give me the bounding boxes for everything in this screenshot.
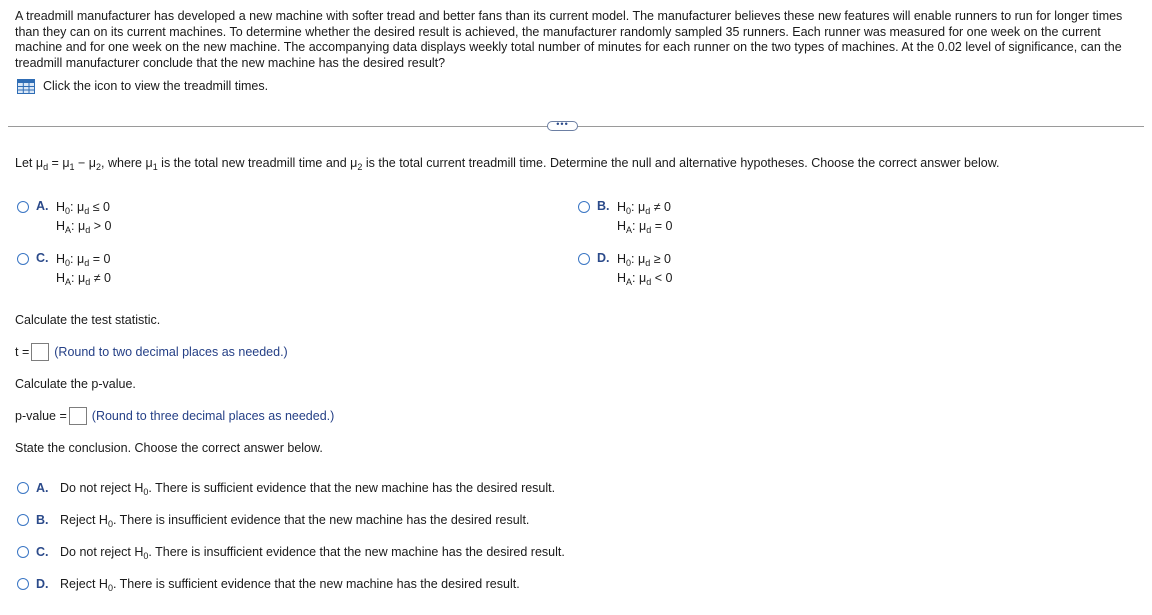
conclusion-option-b[interactable] (17, 513, 529, 527)
conclusion-option-d[interactable] (17, 577, 520, 591)
alt-hypothesis: $H_A$: $\mu_d = 0$ (617, 218, 673, 235)
hypothesis-pair (617, 198, 672, 235)
radio-button[interactable] (17, 546, 29, 558)
alt-hypothesis: $H_A$: $\mu_d > 0$ (56, 218, 112, 235)
option-letter: C. (36, 545, 49, 559)
t-rounding-hint: (Round to two decimal places as needed.) (54, 345, 288, 359)
option-text: Reject $H_0$. There is sufficient evidence that the new machine has the desired result. (60, 577, 520, 593)
p-value-prompt: Calculate the p-value. (15, 377, 136, 391)
radio-button[interactable] (17, 201, 29, 213)
option-text: Do not reject $H_0$. There is insufficient evidence that the new machine has the desired result. (60, 545, 565, 561)
table-icon[interactable] (17, 79, 35, 94)
data-table-link[interactable] (17, 78, 268, 94)
option-letter: A. (36, 199, 49, 213)
hypothesis-pair (617, 250, 672, 287)
hypothesis-option-c[interactable] (17, 251, 111, 287)
null-hypothesis: $H_0$: $\mu_d \le 0$ (56, 200, 110, 216)
p-value-rounding-hint: (Round to three decimal places as needed.) (91, 409, 335, 423)
alt-hypothesis: $H_A$: $\mu_d < 0$ (617, 270, 673, 287)
option-letter: B. (597, 199, 610, 213)
radio-button[interactable] (578, 201, 590, 213)
problem-statement: A treadmill manufacturer has developed a new machine with softer tread and better fans than its current model. The manufacturer believes these new features will enable runners to run for longer times than they can on its current machines. To determine whether the desired result is achieved, the manufacturer randomly sampled 35 runners. Each runner was measured for one week on the current machine and for one week on the new machine. The accompanying data displays weekly total number of minutes for each runner on the two types of machines. At the 0.02 level of significance, can the treadmill manufacturer conclude that the new machine has the desired result? (15, 9, 1123, 70)
hypothesis-option-d[interactable] (578, 251, 672, 287)
null-hypothesis: $H_0$: $\mu_d \ne 0$ (617, 200, 671, 216)
radio-button[interactable] (17, 482, 29, 494)
option-letter: D. (597, 251, 610, 265)
radio-button[interactable] (17, 253, 29, 265)
t-answer-input[interactable] (31, 343, 49, 361)
hypothesis-question: Let $\mu_d = \mu_1 - \mu_2$, where $\mu_1$ is the total new treadmill time and $\mu_2$ is the total current treadmill time. Determine the null and alternative hypotheses. Choose the correct answer below. (15, 156, 1000, 172)
null-hypothesis: $H_0$: $\mu_d \ge 0$ (617, 252, 671, 268)
conclusion-option-c[interactable] (17, 545, 565, 559)
p-value-row (15, 407, 334, 425)
radio-button[interactable] (578, 253, 590, 265)
hypothesis-pair (56, 250, 111, 287)
t-label: t = (15, 345, 30, 359)
option-letter: A. (36, 481, 49, 495)
null-hypothesis: $H_0$: $\mu_d = 0$ (56, 252, 111, 268)
option-letter: C. (36, 251, 49, 265)
icon-prompt: Click the icon to view the treadmill times. (43, 79, 269, 93)
conclusion-prompt: State the conclusion. Choose the correct answer below. (15, 441, 323, 455)
hypothesis-option-a[interactable] (17, 199, 111, 235)
alt-hypothesis: $H_A$: $\mu_d \ne 0$ (56, 270, 111, 287)
ellipsis-label: ••• (556, 119, 569, 129)
hypothesis-option-b[interactable] (578, 199, 672, 235)
option-text: Do not reject $H_0$. There is sufficient evidence that the new machine has the desired result. (60, 481, 556, 497)
option-letter: B. (36, 513, 49, 527)
conclusion-option-a[interactable] (17, 481, 555, 495)
test-statistic-row (15, 343, 288, 361)
radio-button[interactable] (17, 514, 29, 526)
expand-button[interactable] (547, 121, 578, 131)
option-text: Reject $H_0$. There is insufficient evidence that the new machine has the desired result. (60, 513, 530, 529)
p-value-label: p-value = (15, 409, 67, 423)
hypothesis-pair (56, 198, 111, 235)
test-statistic-prompt: Calculate the test statistic. (15, 313, 161, 327)
option-letter: D. (36, 577, 49, 591)
p-value-answer-input[interactable] (69, 407, 87, 425)
radio-button[interactable] (17, 578, 29, 590)
